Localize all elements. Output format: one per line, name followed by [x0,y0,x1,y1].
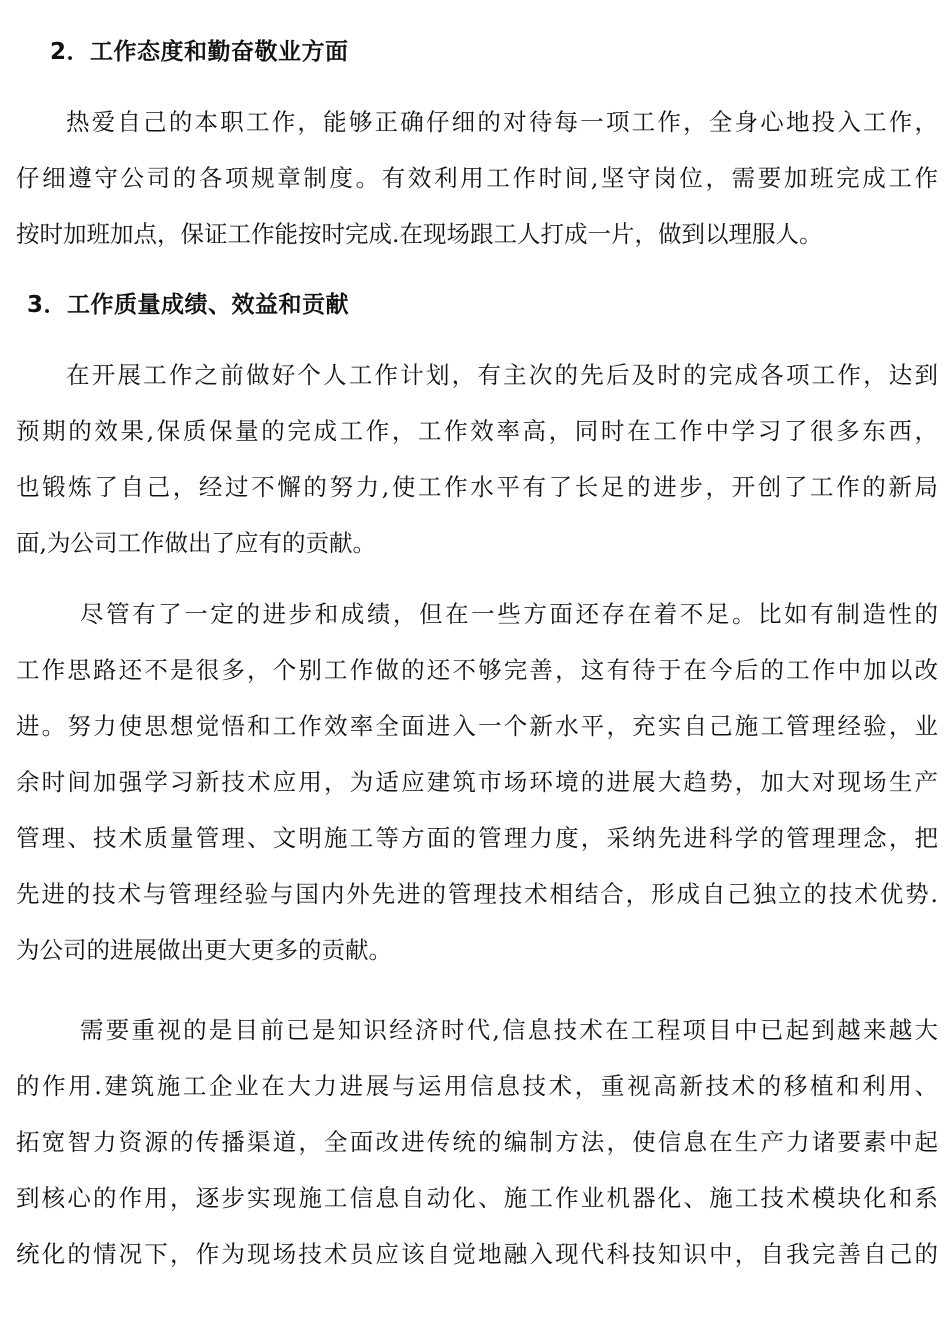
text-line: 需要重视的是目前已是知识经济时代,信息技术在工程项目中已起到越来越大 [80,1016,938,1044]
text-line: 到核心的作用，逐步实现施工信息自动化、施工作业机器化、施工技术模块化和系 [16,1184,938,1212]
text-line: 先进的技术与管理经验与国内外先进的管理技术相结合，形成自己独立的技术优势. [16,880,938,908]
text-line: 进。努力使思想觉悟和工作效率全面进入一个新水平，充实自己施工管理经验，业 [16,712,938,740]
text-line: 在开展工作之前做好个人工作计划，有主次的先后及时的完成各项工作，达到 [66,361,938,389]
text-line: 为公司的进展做出更大更多的贡献。 [16,936,392,964]
text-line: 拓宽智力资源的传播渠道，全面改进传统的编制方法，使信息在生产力诸要素中起 [16,1128,938,1156]
text-line: 按时加班加点，保证工作能按时完成.在现场跟工人打成一片，做到以理服人。 [16,220,823,248]
text-line: 热爱自己的本职工作，能够正确仔细的对待每一项工作，全身心地投入工作， [66,108,938,136]
text-line: 面,为公司工作做出了应有的贡献。 [16,529,376,557]
text-line: 统化的情况下，作为现场技术员应该自觉地融入现代科技知识中，自我完善自己的 [16,1240,938,1268]
text-line: 尽管有了一定的进步和成绩，但在一些方面还存在着不足。比如有制造性的 [80,600,938,628]
text-line: 预期的效果,保质保量的完成工作，工作效率高，同时在工作中学习了很多东西， [16,417,938,445]
text-line: 余时间加强学习新技术应用，为适应建筑市场环境的进展大趋势，加大对现场生产 [16,768,938,796]
paragraph [16,347,938,571]
section-heading-3: 3．工作质量成绩、效益和贡献 [27,292,350,318]
text-line: 的作用.建筑施工企业在大力进展与运用信息技术，重视高新技术的移植和利用、 [16,1072,938,1100]
text-line: 仔细遵守公司的各项规章制度。有效利用工作时间,坚守岗位，需要加班完成工作 [16,164,938,192]
paragraph [16,586,938,978]
section-heading-2: 2．工作态度和勤奋敬业方面 [50,39,349,65]
paragraph [16,1002,938,1282]
paragraph [16,94,938,262]
text-line: 工作思路还不是很多，个别工作做的还不够完善，这有待于在今后的工作中加以改 [16,656,938,684]
text-line: 也锻炼了自己，经过不懈的努力,使工作水平有了长足的进步，开创了工作的新局 [16,473,938,501]
text-line: 管理、技术质量管理、文明施工等方面的管理力度，采纳先进科学的管理理念，把 [16,824,938,852]
